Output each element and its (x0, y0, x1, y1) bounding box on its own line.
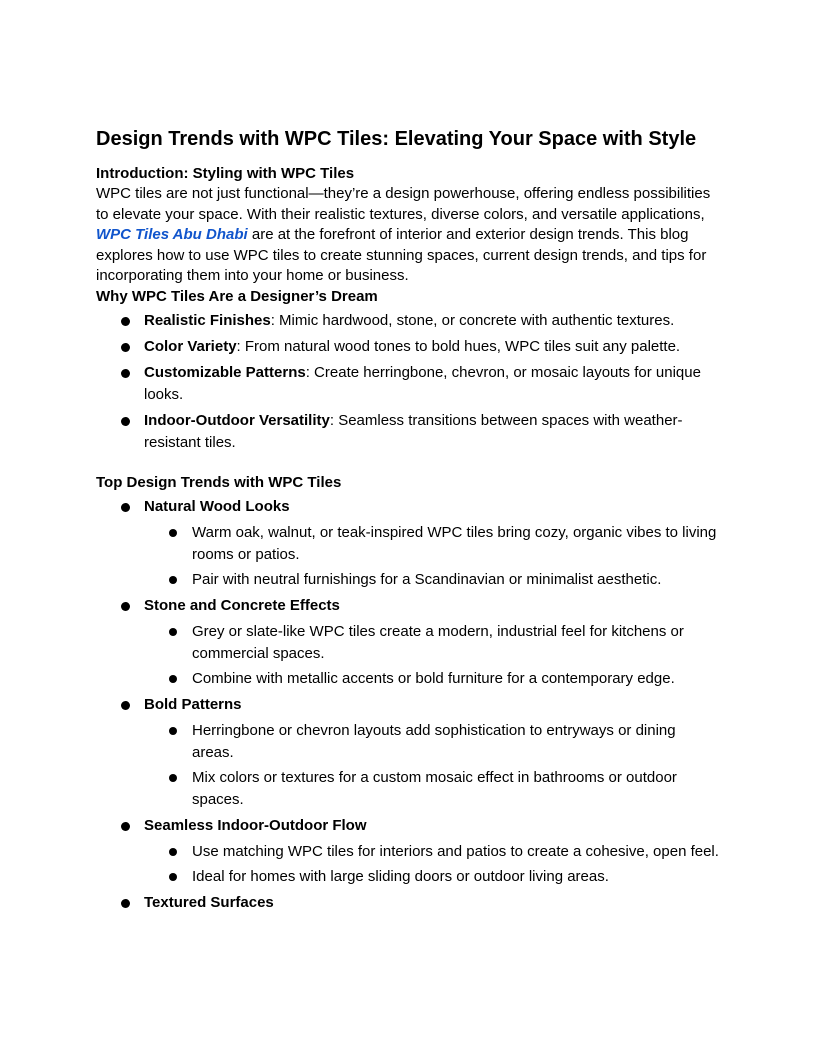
intro-heading: Introduction: Styling with WPC Tiles (96, 165, 355, 182)
sub-item (96, 866, 720, 888)
trend-item (96, 595, 720, 690)
bullet-icon (121, 503, 130, 512)
list-item (96, 310, 720, 332)
item-desc: : Seamless transitions between spaces with weather-resistant tiles. (144, 412, 683, 451)
trends-list (96, 496, 720, 918)
list-item (96, 362, 720, 406)
trend-sublist (144, 841, 720, 888)
sub-item (96, 720, 720, 764)
bullet-icon (169, 675, 177, 683)
item-desc: : Create herringbone, chevron, or mosaic layouts for unique looks. (144, 364, 701, 403)
bullet-icon (121, 343, 130, 352)
intro-paragraph (96, 184, 720, 287)
page-title: Design Trends with WPC Tiles: Elevating Your Space with Style (96, 128, 697, 150)
sub-text: Pair with neutral furnishings for a Scandinavian or minimalist aesthetic. (192, 571, 662, 588)
sub-text: Herringbone or chevron layouts add sophistication to entryways or dining areas. (192, 722, 676, 761)
trend-title: Seamless Indoor-Outdoor Flow (144, 817, 367, 834)
sub-text: Grey or slate-like WPC tiles create a modern, industrial feel for kitchens or commercial spaces. (192, 623, 684, 662)
bullet-icon (169, 774, 177, 782)
trend-title: Textured Surfaces (144, 894, 274, 911)
sub-item (96, 767, 720, 811)
item-term: Realistic Finishes (144, 312, 271, 329)
sub-item (96, 621, 720, 665)
bullet-icon (169, 576, 177, 584)
list-item (96, 410, 720, 454)
bullet-icon (169, 873, 177, 881)
bullet-icon (121, 417, 130, 426)
why-list (96, 310, 720, 458)
bullet-icon (121, 899, 130, 908)
sub-text: Combine with metallic accents or bold furniture for a contemporary edge. (192, 670, 675, 687)
item-term: Customizable Patterns (144, 364, 306, 381)
trend-sublist (144, 720, 720, 811)
trend-title: Stone and Concrete Effects (144, 597, 340, 614)
list-item (96, 336, 720, 358)
sub-text: Ideal for homes with large sliding doors or outdoor living areas. (192, 868, 609, 885)
sub-item (96, 569, 720, 591)
sub-text: Warm oak, walnut, or teak-inspired WPC tiles bring cozy, organic vibes to living rooms or patios. (192, 524, 717, 563)
trend-item (96, 815, 720, 888)
bullet-icon (121, 602, 130, 611)
item-desc: : From natural wood tones to bold hues, WPC tiles suit any palette. (236, 338, 681, 355)
trend-sublist (144, 621, 720, 690)
sub-text: Use matching WPC tiles for interiors and patios to create a cohesive, open feel. (192, 843, 719, 860)
trend-item (96, 694, 720, 811)
sub-item (96, 841, 720, 863)
item-term: Color Variety (144, 338, 237, 355)
sub-text: Mix colors or textures for a custom mosaic effect in bathrooms or outdoor spaces. (192, 769, 677, 808)
trend-title: Natural Wood Looks (144, 498, 290, 515)
bullet-icon (121, 317, 130, 326)
wpc-tiles-link[interactable]: WPC Tiles Abu Dhabi (96, 226, 248, 244)
trend-title: Bold Patterns (144, 696, 242, 713)
item-desc: : Mimic hardwood, stone, or concrete with authentic textures. (270, 312, 675, 329)
intro-text-after: are at the forefront of interior and exterior design trends. This blog explores how to use WPC tiles to create stunning spaces, current design trends, and tips for incorporating them into your home or business. (96, 226, 707, 285)
sub-item (96, 522, 720, 566)
bullet-icon (169, 628, 177, 636)
trend-item (96, 892, 720, 914)
bullet-icon (121, 822, 130, 831)
sub-item (96, 668, 720, 690)
trend-sublist (144, 522, 720, 591)
why-heading: Why WPC Tiles Are a Designer’s Dream (96, 288, 378, 305)
intro-text-before: WPC tiles are not just functional—they’re a design powerhouse, offering endless possibilities to elevate your space. With their realistic textures, diverse colors, and versatile applications, (96, 185, 711, 223)
bullet-icon (121, 701, 130, 710)
item-term: Indoor-Outdoor Versatility (144, 412, 330, 429)
bullet-icon (169, 848, 177, 856)
bullet-icon (169, 529, 177, 537)
bullet-icon (169, 727, 177, 735)
trend-item (96, 496, 720, 591)
trends-heading: Top Design Trends with WPC Tiles (96, 474, 342, 491)
bullet-icon (121, 369, 130, 378)
